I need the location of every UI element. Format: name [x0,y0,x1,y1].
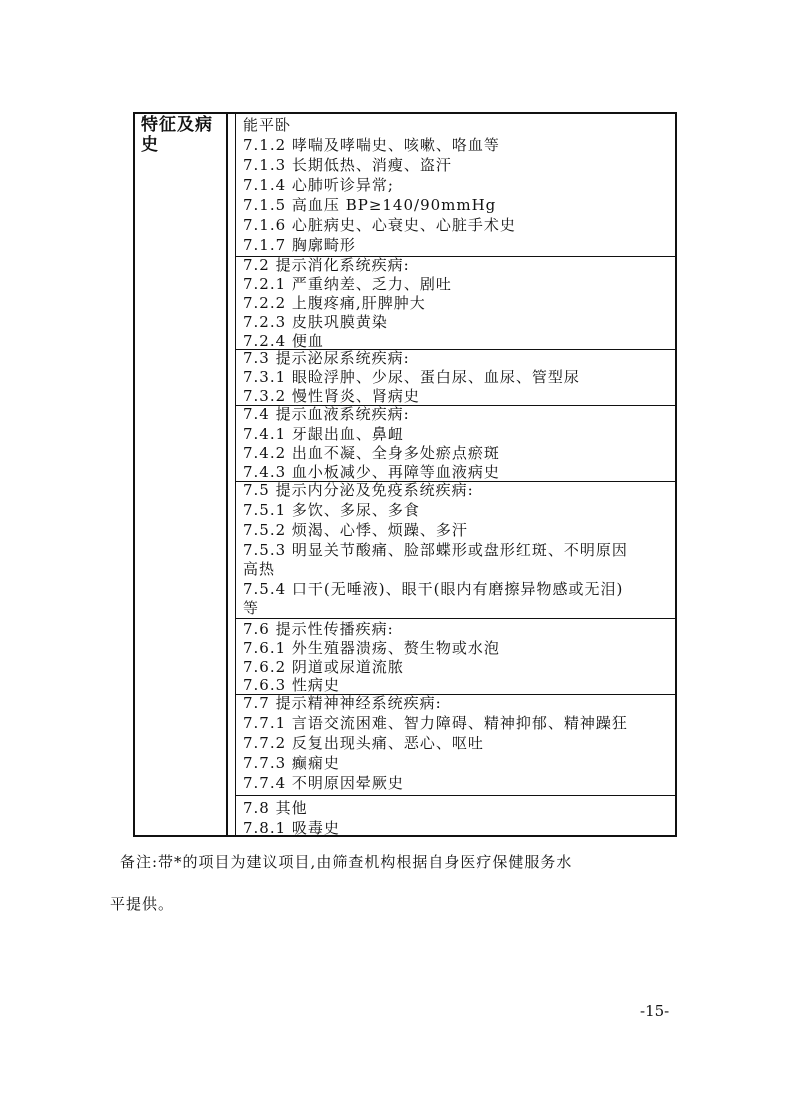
list-item: 7.4.2 出血不凝、全身多处瘀点瘀斑 [243,444,500,462]
list-item: 7.4.3 血小板减少、再障等血液病史 [243,463,500,481]
list-item: 7.2.1 严重纳差、乏力、剧吐 [243,275,452,293]
section-7-5 [235,481,675,618]
section-7-7 [235,694,675,795]
page-number: -15- [640,1002,670,1020]
list-item: 7.7 提示精神神经系统疾病: [243,694,442,712]
table-label-cell [135,114,228,835]
list-item: 等 [243,599,260,617]
list-item: 7.6 提示性传播疾病: [243,620,394,638]
list-item: 7.2.2 上腹疼痛,肝脾肿大 [243,294,426,312]
list-item: 7.2.4 便血 [243,332,324,350]
footnote-line-1: 备注:带*的项目为建议项目,由筛查机构根据自身医疗保健服务水 [120,853,573,871]
list-item: 7.2.3 皮肤巩膜黄染 [243,313,388,331]
list-item: 7.5.3 明显关节酸痛、脸部蝶形或盘形红斑、不明原因 [243,541,628,559]
list-item: 7.5.4 口干(无唾液)、眼干(眼内有磨擦异物感或无泪) [243,580,624,598]
list-item: 7.5.1 多饮、多尿、多食 [243,501,420,519]
screening-table [133,112,677,837]
list-item: 7.1.7 胸廓畸形 [243,236,356,254]
list-item: 7.6.3 性病史 [243,676,340,694]
list-item: 7.8.1 吸毒史 [243,819,340,837]
section-7-2 [235,256,675,349]
list-item: 7.1.6 心脏病史、心衰史、心脏手术史 [243,216,516,234]
list-item: 7.5 提示内分泌及免疫系统疾病: [243,481,474,499]
list-item: 能平卧 [243,116,292,134]
section-7-3 [235,349,675,405]
section-7-1 [235,114,675,256]
list-item: 7.7.2 反复出现头痛、恶心、呕吐 [243,734,484,752]
list-item: 7.2 提示消化系统疾病: [243,256,410,274]
list-item: 7.7.3 癫痫史 [243,754,340,772]
list-item: 7.8 其他 [243,799,308,817]
list-item: 7.3 提示泌尿系统疾病: [243,349,410,367]
list-item: 7.1.5 高血压 BP≥140/90mmHg [243,196,497,214]
list-item: 7.1.2 哮喘及哮喘史、咳嗽、咯血等 [243,136,500,154]
list-item: 7.6.1 外生殖器溃疡、赘生物或水泡 [243,639,500,657]
section-7-6 [235,618,675,694]
table-row-label: 特征及病史 [141,115,213,155]
list-item: 7.6.2 阴道或尿道流脓 [243,658,404,676]
list-item: 7.3.2 慢性肾炎、肾病史 [243,387,420,405]
list-item: 7.4.1 牙龈出血、鼻衄 [243,425,404,443]
list-item: 7.3.1 眼睑浮肿、少尿、蛋白尿、血尿、管型尿 [243,368,580,386]
list-item: 7.7.1 言语交流困难、智力障碍、精神抑郁、精神躁狂 [243,714,628,732]
list-item: 7.1.3 长期低热、消瘦、盗汗 [243,156,452,174]
list-item: 7.4 提示血液系统疾病: [243,405,410,423]
list-item: 7.7.4 不明原因晕厥史 [243,774,404,792]
list-item: 7.1.4 心肺听诊异常; [243,176,394,194]
section-7-4 [235,405,675,481]
footnote-line-2: 平提供。 [110,895,175,913]
section-7-8 [235,795,675,835]
list-item: 7.5.2 烦渴、心悸、烦躁、多汗 [243,521,468,539]
list-item: 高热 [243,560,276,578]
